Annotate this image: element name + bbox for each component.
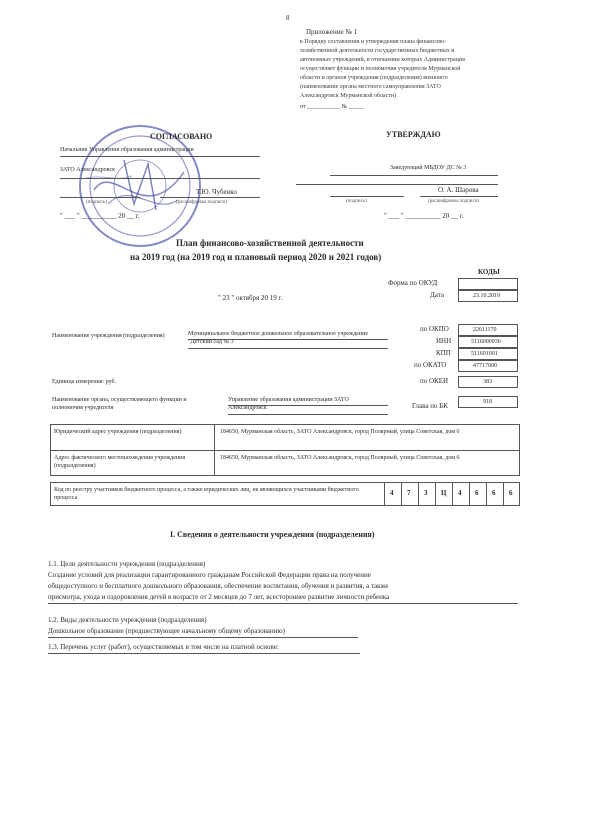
registry-digit: 6 (492, 489, 496, 497)
registry-digit: 7 (407, 489, 411, 497)
kpp-label: КПП (436, 349, 451, 357)
date-label: Дата (430, 291, 444, 299)
code-cell-okud (458, 278, 518, 290)
okpo-value: 22611170 (473, 327, 497, 333)
section1-p12-text: Дошкольное образование (предшествующее начальному общему образованию) (48, 627, 285, 635)
approve-right-heading: УТВЕРЖДАЮ (386, 130, 441, 139)
section1-p13-title: 1.3. Перечень услуг (работ), осуществляемых в том числе на платной основе: (48, 643, 279, 651)
okei-label: по ОКЕИ (420, 377, 449, 385)
section1-title: I. Сведения о деятельности учреждения (подразделения) (170, 530, 375, 539)
section1-p11-text: Создание условий для реализации гарантированного гражданам Российской Федерации права на получение (48, 571, 371, 579)
section1-p11-text: присмотра, ухода и оздоровления детей в возрасте от 2 месяцев до 7 лет, всестороннее развитие личности ребенка (48, 593, 390, 601)
date-value: 23.10.2019 (473, 293, 500, 299)
bk-label: Глава по БК (412, 402, 448, 410)
bk-value: 918 (483, 399, 492, 405)
code-cell-bk (458, 396, 518, 408)
founder-label: Наименование органа, осуществляющего функции и полномочия учредителя (52, 397, 187, 411)
inn-value: 5116000936 (471, 339, 501, 345)
institution-value: Муниципальное бюджетное дошкольное образовательное учреждение "Детский сад № 3" (188, 331, 368, 345)
code-cell-kpp (458, 348, 518, 360)
appendix-line: хозяйственной деятельности государственных бюджетных и (300, 48, 455, 54)
registry-digit: 4 (458, 489, 462, 497)
inn-label: ИНН (436, 337, 452, 345)
approve-right-sub-signature: (подпись) (346, 199, 367, 204)
code-cell-okato (458, 360, 518, 372)
registry-digit: 4 (390, 489, 394, 497)
approve-right-sub-decoding: (расшифровка подписи) (428, 199, 480, 204)
unit-label: Единица измерения: руб. (52, 379, 117, 385)
registry-digit: 6 (509, 489, 513, 497)
registry-digit: 3 (424, 489, 428, 497)
appendix-line: к Порядку составления и утверждения плана финансово- (300, 39, 447, 45)
approve-left-org: Начальник Управления образования администрации (60, 147, 194, 153)
page-number: 8 (286, 14, 290, 22)
code-cell-date (458, 290, 518, 302)
institution-label: Наименование учреждения (подразделения) (52, 333, 165, 339)
legal-address-value: 184650, Мурманская область, ЗАТО Александровск, город Полярный, улица Советская, дом 6 (220, 429, 460, 435)
actual-address-label: Адрес фактического местонахождения учреждения (подразделения) (54, 455, 186, 469)
okud-label: Форма по ОКУД (388, 279, 438, 287)
registry-label: Код по реестру участников бюджетного процесса, а также юридических лиц, не являющихся участниками бюджетного процесса (54, 487, 359, 501)
doc-date: " 23 " октября 20 19 г. (218, 294, 283, 302)
code-cell-okpo (458, 324, 518, 336)
okei-value: 383 (483, 379, 492, 385)
actual-address-value: 184650, Мурманская область, ЗАТО Александровск, город Полярный, улица Советская, дом 6 (220, 455, 460, 461)
section1-p11-title: 1.1. Цели деятельности учреждения (подразделения) (48, 560, 206, 568)
appendix-line: автономных учреждений, в отношении которых Администрация (300, 57, 465, 63)
registry-digit: 6 (475, 489, 479, 497)
appendix-line: Александровск Мурманской области) (300, 93, 397, 99)
approve-left-name: Т.Ю. Чубенко (196, 188, 237, 196)
doc-title-line1: План финансово-хозяйственной деятельности (176, 238, 364, 248)
okpo-label: по ОКПО (420, 325, 449, 333)
approve-left-org2: ЗАТО Александровск (60, 167, 116, 173)
approve-right-date: " ___ " __________ 20 __ г. (384, 212, 464, 220)
appendix-title: Приложение № 1 (306, 28, 358, 36)
approve-left-sub-decoding: (расшифровка подписи) (176, 200, 228, 205)
codes-header: КОДЫ (478, 268, 500, 276)
approve-right-org: Заведующий МБДОУ ДС № 3 (390, 165, 467, 171)
registry-digit: Ц (441, 489, 447, 497)
appendix-line: осуществляет функции и полномочия учредителя Мурманской (300, 66, 461, 72)
approve-right-name: О. А. Шарова (438, 186, 479, 194)
code-cell-inn (458, 336, 518, 348)
doc-title-line2: на 2019 год (на 2019 год и плановый период 2020 и 2021 годов) (130, 252, 382, 262)
kpp-value: 511601001 (471, 351, 498, 357)
legal-address-label: Юридический адрес учреждения (подразделения) (54, 429, 182, 435)
appendix-line: области и органов учреждения (подразделения) внешнего (300, 75, 448, 81)
founder-value: Управление образования администрации ЗАТО Александровск (228, 397, 349, 411)
approve-left-date: " ___ " __________ 20 __ г. (60, 212, 140, 220)
okato-label: по ОКАТО (414, 361, 447, 369)
approve-left-heading: СОГЛАСОВАНО (150, 132, 213, 141)
code-cell-okei (458, 376, 518, 388)
appendix-date-line: от ___________ № _____ (300, 104, 364, 110)
section1-p11-text: общедоступного и бесплатного дошкольного образования, обеспечение воспитания, обучения и развития, а также (48, 582, 389, 590)
approve-left-sub-signature: (подпись) (86, 200, 107, 205)
okato-value: 47717000 (473, 363, 497, 369)
section1-p12-title: 1.2. Виды деятельности учреждения (подразделения) (48, 616, 207, 624)
appendix-line: (наименование органа местного самоуправления ЗАТО (300, 84, 441, 90)
